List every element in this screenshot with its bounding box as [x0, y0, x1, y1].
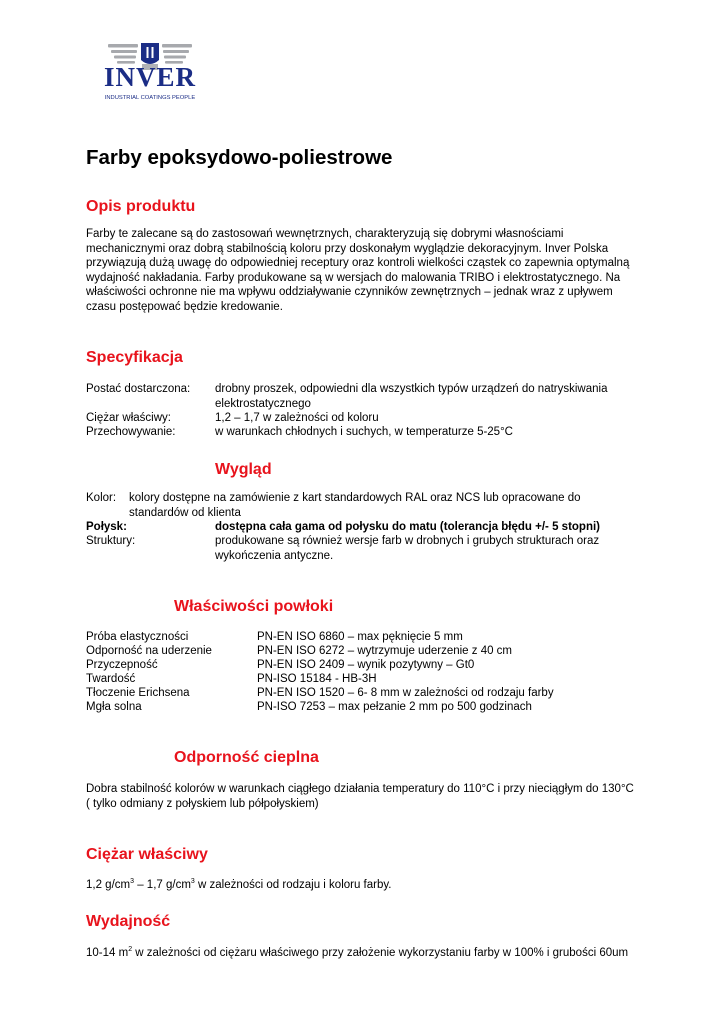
- logo-tagline: INDUSTRIAL COATINGS PEOPLE: [104, 95, 196, 101]
- wydajnosc-part: w zależności od ciężaru właściwego przy założenie wykorzystaniu farby w 100% i grubości 60um: [132, 947, 629, 959]
- ciezar-text: [86, 878, 391, 893]
- wlasciwosci-label: Próba elastyczności: [86, 631, 189, 643]
- spec-label: Postać dostarczona:: [86, 383, 191, 395]
- spec-value: 1,2 – 1,7 w zależności od koloru: [215, 412, 379, 424]
- inver-wings-emblem: [86, 38, 216, 122]
- wydajnosc-text: [86, 946, 634, 961]
- wlasciwosci-label: Twardość: [86, 673, 136, 685]
- polysk-label: Połysk:: [86, 521, 127, 533]
- page-title: Farby epoksydowo-poliestrowe: [86, 146, 393, 169]
- wlasciwosci-label: Przyczepność: [86, 659, 158, 671]
- opis-heading: Opis produktu: [86, 198, 196, 215]
- wlasciwosci-heading: Właściwości powłoki: [174, 598, 334, 615]
- polysk-value: dostępna cała gama od połysku do matu (tolerancja błędu +/- 5 stopni): [215, 521, 600, 533]
- wyglad-heading: Wygląd: [215, 461, 272, 478]
- ciezar-sup: 3: [190, 878, 195, 886]
- wlasciwosci-label: Tłoczenie Erichsena: [86, 687, 190, 699]
- wlasciwosci-value: PN-EN ISO 6860 – max pęknięcie 5 mm: [257, 631, 463, 643]
- odpornosc-text: Dobra stabilność kolorów w warunkach ciągłego działania temperatury do 110°C i przy nieciągłym do 130°C ( tylko odmiany z połyskiem lub półpołyskiem): [86, 783, 634, 810]
- ciezar-sup: 3: [130, 878, 135, 886]
- wydajnosc-part: 10-14 m: [86, 947, 129, 959]
- struktury-label: Struktury:: [86, 535, 136, 547]
- ciezar-part: 1,2 g/cm: [86, 879, 131, 891]
- wlasciwosci-label: Odporność na uderzenie: [86, 645, 212, 657]
- ciezar-heading: Ciężar właściwy: [86, 846, 208, 863]
- opis-text: Farby te zalecane są do zastosowań wewnętrznych, charakteryzują się dobrymi własnościami mechanicznymi oraz dobrą stabilnością koloru przy doskonałym wyglądzie dekoracyjnym. Inver Polska przywiązują dużą uwagę do odpowiedniej receptury oraz kontroli wielkości cząstek co zapewnia optymalną wydajność nakładania. Farby produkowane są w wersjach do malowania TRIBO i elektrostatycznego. Na właściwości ochronne nie ma wpływu oddziaływanie czynników zewnętrznych – jednak wraz z upływem czasu postępować będzie kredowanie.: [86, 228, 630, 313]
- spec-value: drobny proszek, odpowiedni dla wszystkich typów urządzeń do natryskiwania elektrostatycznego: [215, 383, 608, 410]
- kolor-label: Kolor:: [86, 492, 117, 504]
- wlasciwosci-value: PN-EN ISO 1520 – 6- 8 mm w zależności od rodzaju farby: [257, 687, 554, 699]
- wlasciwosci-value: PN-ISO 15184 - HB-3H: [257, 673, 377, 685]
- wlasciwosci-label: Mgła solna: [86, 701, 142, 713]
- specyfikacja-heading: Specyfikacja: [86, 349, 183, 366]
- inver-logo: [86, 38, 216, 122]
- ciezar-part: – 1,7 g/cm: [134, 879, 191, 891]
- kolor-value: [129, 491, 599, 520]
- logo-brand-text: INVER: [103, 62, 197, 92]
- wlasciwosci-value: PN-EN ISO 6272 – wytrzymuje uderzenie z 40 cm: [257, 645, 513, 657]
- wlasciwosci-value: PN-ISO 7253 – max pełzanie 2 mm po 500 godzinach: [257, 701, 532, 713]
- kolor-value-text: kolory dostępne na zamówienie z kart standardowych RAL oraz NCS lub opracowane do standardów od klienta: [129, 492, 581, 519]
- spec-label: Ciężar właściwy:: [86, 412, 171, 424]
- wydajnosc-sup: 2: [128, 946, 133, 954]
- wydajnosc-heading: Wydajność: [86, 913, 171, 930]
- struktury-value: produkowane są również wersje farb w drobnych i grubych strukturach oraz wykończenia antyczne.: [215, 535, 600, 562]
- spec-label: Przechowywanie:: [86, 426, 176, 438]
- odpornosc-heading: Odporność cieplna: [174, 749, 319, 766]
- spec-value: w warunkach chłodnych i suchych, w temperaturze 5-25°C: [215, 426, 513, 438]
- ciezar-part: w zależności od rodzaju i koloru farby.: [194, 879, 392, 891]
- wlasciwosci-value: PN-EN ISO 2409 – wynik pozytywny – Gt0: [257, 659, 475, 671]
